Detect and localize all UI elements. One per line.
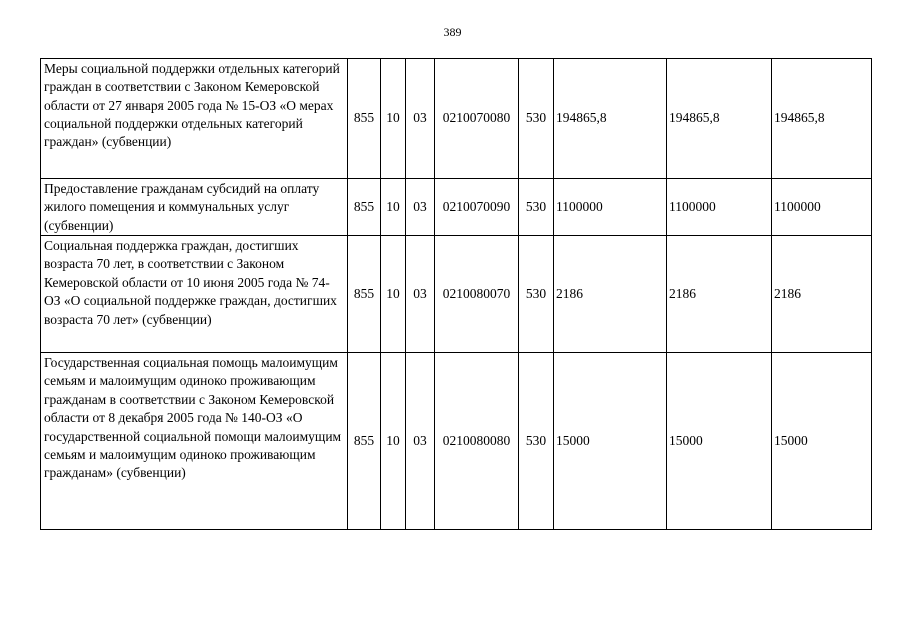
target-article-code: 0210080070 xyxy=(435,236,519,353)
table-row xyxy=(41,59,872,179)
amount-year-3: 15000 xyxy=(772,353,872,530)
target-article-code: 0210070090 xyxy=(435,179,519,236)
row-description: Предоставление гражданам субсидий на оплату жилого помещения и коммунальных услуг (субвенции) xyxy=(41,179,348,236)
subsection-code: 03 xyxy=(406,59,435,179)
table-row xyxy=(41,236,872,353)
section-code: 10 xyxy=(381,353,406,530)
section-code: 10 xyxy=(381,59,406,179)
amount-year-3: 1100000 xyxy=(772,179,872,236)
section-code: 10 xyxy=(381,179,406,236)
target-article-code: 0210080080 xyxy=(435,353,519,530)
ministry-code: 855 xyxy=(348,353,381,530)
section-code: 10 xyxy=(381,236,406,353)
ministry-code: 855 xyxy=(348,179,381,236)
amount-year-2: 2186 xyxy=(667,236,772,353)
amount-year-1: 1100000 xyxy=(554,179,667,236)
amount-year-3: 194865,8 xyxy=(772,59,872,179)
table-row xyxy=(41,179,872,236)
expense-type-code: 530 xyxy=(519,353,554,530)
amount-year-1: 2186 xyxy=(554,236,667,353)
row-description: Государственная социальная помощь малоимущим семьям и малоимущим одиноко проживающим гражданам в соответствии с Законом Кемеровской области от 8 декабря 2005 года № 140-ОЗ «О государственной социальной помощи малоимущим семьям и малоимущим одиноко проживающим гражданам» (субвенции) xyxy=(41,353,348,530)
row-description: Социальная поддержка граждан, достигших возраста 70 лет, в соответствии с Законом Кемеровской области от 10 июня 2005 года № 74-ОЗ «О социальной поддержке граждан, достигших возраста 70 лет» (субвенции) xyxy=(41,236,348,353)
amount-year-1: 15000 xyxy=(554,353,667,530)
row-description: Меры социальной поддержки отдельных категорий граждан в соответствии с Законом Кемеровской области от 27 января 2005 года № 15-ОЗ «О мерах социальной поддержки отдельных категорий граждан» (субвенции) xyxy=(41,59,348,179)
amount-year-2: 1100000 xyxy=(667,179,772,236)
page-number: 389 xyxy=(443,25,462,39)
budget-table xyxy=(40,58,872,530)
subsection-code: 03 xyxy=(406,236,435,353)
amount-year-3: 2186 xyxy=(772,236,872,353)
table-row xyxy=(41,353,872,530)
expense-type-code: 530 xyxy=(519,179,554,236)
amount-year-1: 194865,8 xyxy=(554,59,667,179)
target-article-code: 0210070080 xyxy=(435,59,519,179)
expense-type-code: 530 xyxy=(519,59,554,179)
ministry-code: 855 xyxy=(348,236,381,353)
expense-type-code: 530 xyxy=(519,236,554,353)
amount-year-2: 15000 xyxy=(667,353,772,530)
subsection-code: 03 xyxy=(406,353,435,530)
subsection-code: 03 xyxy=(406,179,435,236)
ministry-code: 855 xyxy=(348,59,381,179)
amount-year-2: 194865,8 xyxy=(667,59,772,179)
